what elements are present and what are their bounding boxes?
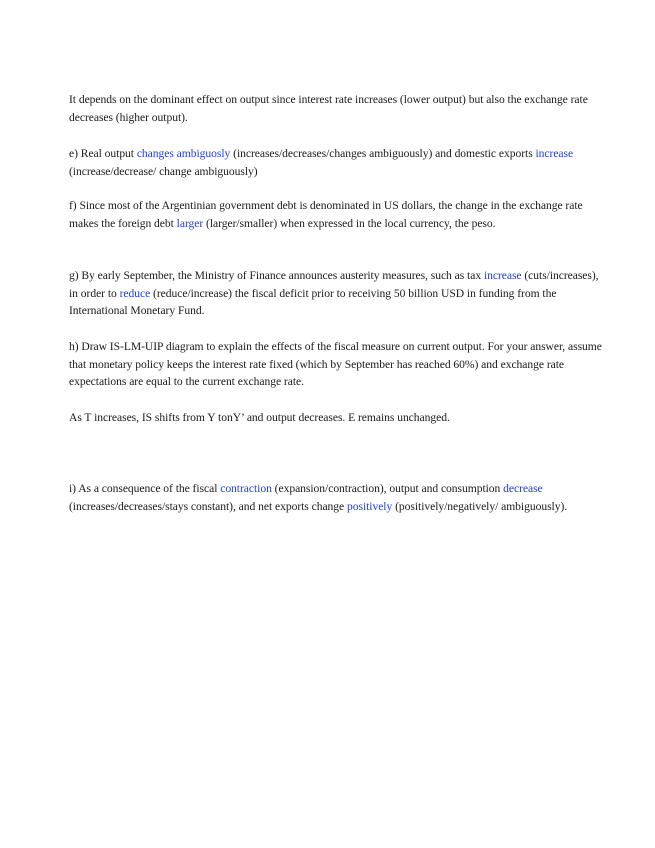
answer-foreign-debt: larger <box>176 216 204 230</box>
question-text: (reduce/increase) the fiscal deficit prior to receiving 50 billion USD in funding from the International Monetary Fund. <box>69 286 557 318</box>
question-text: e) Real output <box>69 147 137 160</box>
question-text: i) As a consequence of the fiscal <box>69 482 221 495</box>
question-text: g) By early September, the Ministry of Finance announces austerity measures, such as tax <box>69 269 484 282</box>
answer-net-exports: positively <box>347 499 393 513</box>
question-text: (positively/negatively/ ambiguously). <box>392 499 568 513</box>
question-text: (cuts/increases), in order to <box>69 269 599 300</box>
paragraph-question-i <box>69 480 609 515</box>
paragraph-answer-h <box>69 409 609 427</box>
question-text: f) Since most of the Argentinian government debt is denominated in US dollars, the change in the exchange rate makes the foreign debt <box>69 199 583 230</box>
answer-real-output: changes ambiguosly <box>136 147 231 160</box>
answer-exports: increase <box>535 147 574 160</box>
question-text: (increase/decrease/ change ambiguously) <box>69 164 258 178</box>
question-text: (expansion/contraction), output and consumption <box>271 482 504 495</box>
paragraph-dominant-effect <box>69 91 609 126</box>
question-text: (larger/smaller) when expressed in the local currency, the peso. <box>203 216 496 230</box>
question-text: (increases/decreases/changes ambiguously) and domestic exports <box>230 147 536 160</box>
paragraph-question-g <box>69 267 609 320</box>
answer-tax: increase <box>483 269 522 282</box>
paragraph-question-h <box>69 338 609 391</box>
paragraph-question-e <box>69 145 609 180</box>
answer-output-consumption: decrease <box>503 482 543 495</box>
paragraph-text: It depends on the dominant effect on output since interest rate increases (lower output) but also the exchange rate decreases (higher output). <box>69 93 588 124</box>
question-text: h) Draw IS-LM-UIP diagram to explain the effects of the fiscal measure on current output. For your answer, assume that monetary policy keeps the interest rate fixed (which by September has reached 60%) and exchange rate expectations are equal to the current exchange rate. <box>69 340 602 389</box>
answer-text: As T increases, IS shifts from Y tonY’ and output decreases. E remains unchanged. <box>69 411 450 424</box>
paragraph-question-f <box>69 197 609 232</box>
question-text: (increases/decreases/stays constant), and net exports change <box>69 499 347 513</box>
answer-fiscal: contraction <box>220 482 272 495</box>
answer-deficit: reduce <box>119 286 151 300</box>
